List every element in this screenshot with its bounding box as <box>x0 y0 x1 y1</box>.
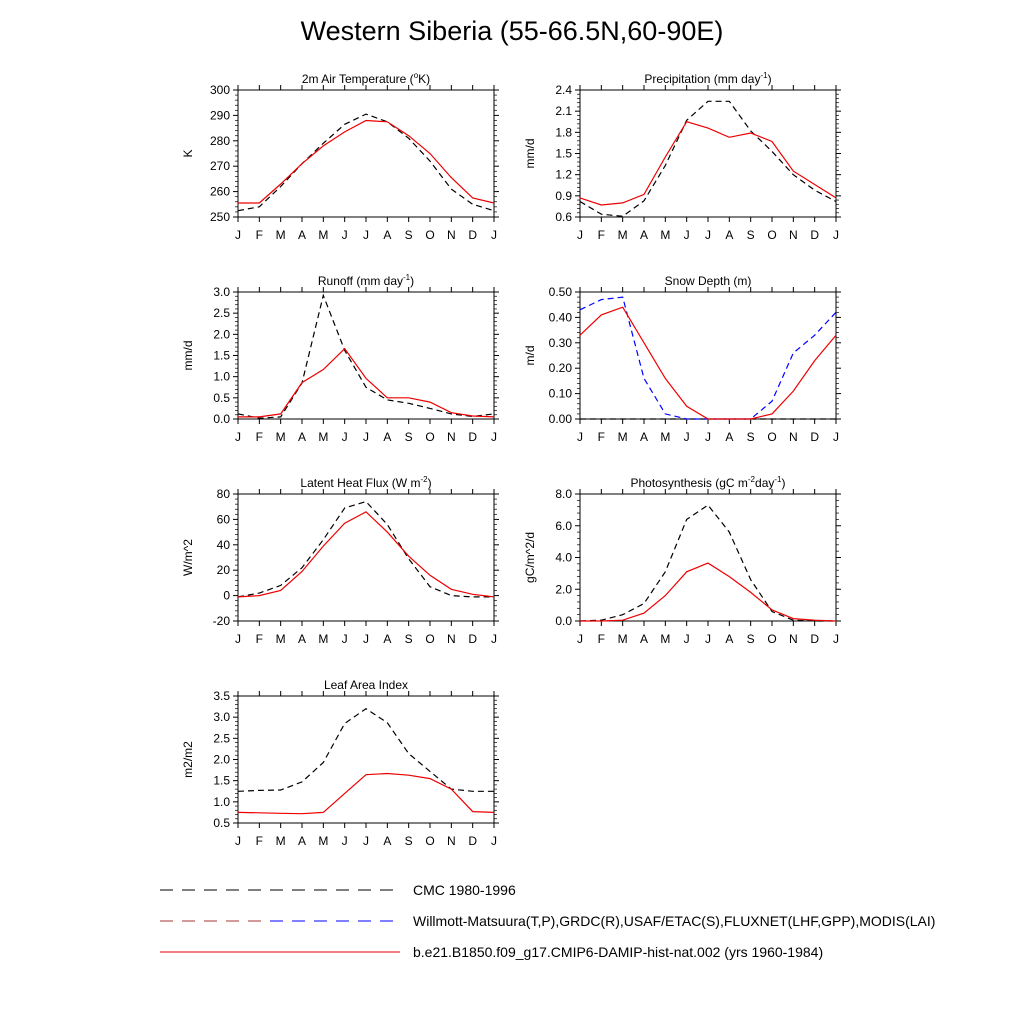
x-tick-label: A <box>383 228 392 242</box>
x-tick-label: J <box>235 430 241 444</box>
x-tick-label: A <box>297 228 307 242</box>
plot-frame <box>580 90 836 217</box>
x-tick-label: J <box>683 430 690 444</box>
x-tick-label: J <box>341 430 348 444</box>
x-tick-label: F <box>255 228 264 242</box>
chart-leaf-area-index <box>180 670 520 860</box>
plot-frame <box>580 292 836 419</box>
x-tick-label: M <box>660 228 671 242</box>
x-tick-label: J <box>705 632 711 646</box>
chart-photosynthesis <box>522 468 862 658</box>
x-tick-label: N <box>446 228 456 242</box>
y-tick-label: -20 <box>212 614 230 628</box>
x-tick-label: A <box>383 430 392 444</box>
series-line <box>238 502 494 597</box>
x-tick-label: A <box>639 632 649 646</box>
plot-frame <box>238 292 494 419</box>
y-tick-label: 0.0 <box>213 412 230 426</box>
y-tick-label: 1.2 <box>555 167 572 182</box>
y-tick-label: 1.8 <box>555 125 572 140</box>
x-tick-label: S <box>746 430 755 444</box>
x-tick-label: M <box>275 430 286 444</box>
chart-title: Leaf Area Index <box>323 678 409 692</box>
plot-frame <box>238 696 494 823</box>
x-tick-label: F <box>255 632 264 646</box>
y-axis-label: m2/m2 <box>181 741 195 778</box>
y-tick-label: 1.0 <box>213 369 230 384</box>
x-tick-label: J <box>235 632 241 646</box>
main-title: Western Siberia (55-66.5N,60-90E) <box>300 16 724 46</box>
x-tick-label: J <box>577 430 583 444</box>
x-tick-label: J <box>833 632 839 646</box>
y-axis-label: K <box>181 149 195 158</box>
y-tick-label: 300 <box>209 83 230 97</box>
x-tick-label: J <box>363 430 369 444</box>
plot-frame <box>580 494 836 621</box>
chart-title: 2m Air Temperature ($^o$K) <box>301 71 431 86</box>
x-tick-label: S <box>746 228 755 242</box>
chart-air-temperature <box>180 64 520 254</box>
legend-item <box>160 882 516 898</box>
x-tick-label: J <box>235 228 241 242</box>
y-tick-label: 0.5 <box>213 816 230 830</box>
y-tick-label: 2.0 <box>213 327 230 342</box>
y-tick-label: 8.0 <box>555 487 572 501</box>
x-tick-label: D <box>468 632 478 646</box>
x-tick-label: A <box>297 632 307 646</box>
x-tick-label: J <box>683 632 690 646</box>
x-tick-label: J <box>363 834 369 848</box>
x-tick-label: F <box>255 834 264 848</box>
y-tick-label: 0.0 <box>555 614 572 628</box>
x-tick-label: O <box>425 834 435 848</box>
x-tick-label: A <box>383 834 392 848</box>
chart-title: Latent Heat Flux (W $m^{-2}$) <box>300 475 432 490</box>
y-tick-label: 0.5 <box>213 390 230 405</box>
x-tick-label: O <box>425 430 435 444</box>
legend-label: b.e21.B1850.f09_g17.CMIP6-DAMIP-hist-nat.002 (yrs 1960-1984) <box>413 944 824 960</box>
y-tick-label: 3.0 <box>213 285 230 299</box>
legend-item <box>160 944 823 960</box>
y-tick-label: 2.4 <box>555 83 572 97</box>
x-tick-label: J <box>491 632 497 646</box>
x-tick-label: S <box>404 632 413 646</box>
y-tick-label: 270 <box>209 159 230 174</box>
y-axis-label: W/m^2 <box>181 539 195 576</box>
y-tick-label: 0.30 <box>548 335 572 350</box>
chart-latent-heat-flux <box>180 468 520 658</box>
x-tick-label: F <box>597 632 606 646</box>
x-tick-label: M <box>318 430 329 444</box>
y-tick-label: 1.5 <box>213 773 230 788</box>
legend-label: Willmott-Matsuura(T,P),GRDC(R),USAF/ETAC(S),FLUXNET(LHF,GPP),MODIS(LAI) <box>413 913 936 929</box>
x-tick-label: M <box>318 834 329 848</box>
chart-runoff <box>180 266 520 456</box>
x-tick-label: N <box>788 632 798 646</box>
x-tick-label: M <box>617 632 628 646</box>
y-tick-label: 60 <box>216 512 230 527</box>
x-tick-label: D <box>468 228 478 242</box>
x-tick-label: M <box>617 228 628 242</box>
x-tick-label: N <box>446 430 456 444</box>
y-tick-label: 250 <box>209 210 230 224</box>
x-tick-label: D <box>468 834 478 848</box>
y-tick-label: 0.6 <box>555 210 572 224</box>
series-line <box>580 297 836 419</box>
series-line <box>580 122 836 205</box>
y-tick-label: 0.20 <box>548 361 572 376</box>
x-tick-label: D <box>468 430 478 444</box>
chart-title: Runoff (mm day$^{-1}$) <box>317 273 415 288</box>
x-tick-label: M <box>275 834 286 848</box>
x-tick-label: J <box>491 228 497 242</box>
x-tick-label: J <box>363 632 369 646</box>
y-tick-label: 0.9 <box>555 188 572 203</box>
y-tick-label: 40 <box>216 537 230 552</box>
series-line <box>238 295 494 418</box>
x-tick-label: F <box>597 430 606 444</box>
y-tick-label: 0 <box>223 588 230 603</box>
x-tick-label: J <box>577 228 583 242</box>
y-axis-label: mm/d <box>181 340 195 371</box>
x-tick-label: D <box>810 228 820 242</box>
y-tick-label: 0.10 <box>548 386 572 401</box>
x-tick-label: F <box>255 430 264 444</box>
chart-title: Photosynthesis (gC $m^{-2}day^{-1}$) <box>630 475 786 490</box>
x-tick-label: A <box>725 228 734 242</box>
y-tick-label: 1.5 <box>555 146 572 161</box>
x-tick-label: J <box>341 834 348 848</box>
x-tick-label: O <box>767 228 777 242</box>
x-tick-label: J <box>341 632 348 646</box>
x-tick-label: O <box>767 430 777 444</box>
x-tick-label: A <box>383 632 392 646</box>
y-tick-label: 6.0 <box>555 518 572 533</box>
x-tick-label: N <box>788 430 798 444</box>
y-tick-label: 290 <box>209 108 230 123</box>
y-tick-label: 2.0 <box>213 752 230 767</box>
x-tick-label: J <box>341 228 348 242</box>
series-line <box>580 563 836 621</box>
x-tick-label: M <box>275 228 286 242</box>
y-tick-label: 260 <box>209 184 230 199</box>
legend-label: CMC 1980-1996 <box>413 882 516 898</box>
x-tick-label: J <box>491 430 497 444</box>
x-tick-label: S <box>404 834 413 848</box>
x-tick-label: N <box>788 228 798 242</box>
y-tick-label: 0.00 <box>548 412 572 426</box>
y-tick-label: 20 <box>216 563 230 578</box>
y-tick-label: 3.5 <box>213 689 230 703</box>
x-tick-label: D <box>810 632 820 646</box>
plot-frame <box>238 494 494 621</box>
x-tick-label: O <box>767 632 777 646</box>
x-tick-label: A <box>725 632 734 646</box>
x-tick-label: J <box>705 430 711 444</box>
x-tick-label: M <box>617 430 628 444</box>
chart-title: Precipitation (mm day$^{-1}$) <box>644 71 772 86</box>
chart-title: Snow Depth (m) <box>664 274 752 288</box>
y-tick-label: 2.1 <box>555 104 572 119</box>
y-tick-label: 0.50 <box>548 285 572 299</box>
x-tick-label: J <box>833 430 839 444</box>
x-tick-label: M <box>318 632 329 646</box>
legend <box>0 870 1024 980</box>
y-tick-label: 1.5 <box>213 348 230 363</box>
chart-precipitation <box>522 64 862 254</box>
x-tick-label: A <box>297 834 307 848</box>
y-tick-label: 3.0 <box>213 710 230 725</box>
y-tick-label: 2.5 <box>213 306 230 321</box>
series-line <box>238 114 494 211</box>
series-line <box>238 709 494 792</box>
series-line <box>238 774 494 814</box>
x-tick-label: A <box>725 430 734 444</box>
x-tick-label: J <box>491 834 497 848</box>
x-tick-label: N <box>446 834 456 848</box>
x-tick-label: J <box>705 228 711 242</box>
legend-item <box>160 913 935 929</box>
chart-snow-depth <box>522 266 862 456</box>
y-axis-label: gC/m^2/d <box>523 532 537 583</box>
y-tick-label: 2.0 <box>555 582 572 597</box>
x-tick-label: O <box>425 632 435 646</box>
x-tick-label: M <box>660 430 671 444</box>
x-tick-label: M <box>275 632 286 646</box>
x-tick-label: J <box>235 834 241 848</box>
x-tick-label: S <box>746 632 755 646</box>
x-tick-label: S <box>404 228 413 242</box>
x-tick-label: J <box>683 228 690 242</box>
x-tick-label: A <box>639 228 649 242</box>
y-tick-label: 280 <box>209 133 230 148</box>
x-tick-label: F <box>597 228 606 242</box>
y-axis-label: m/d <box>523 345 537 366</box>
series-line <box>238 512 494 597</box>
x-tick-label: A <box>639 430 649 444</box>
y-tick-label: 1.0 <box>213 794 230 809</box>
x-tick-label: O <box>425 228 435 242</box>
x-tick-label: M <box>660 632 671 646</box>
x-tick-label: J <box>577 632 583 646</box>
x-tick-label: J <box>363 228 369 242</box>
y-tick-label: 80 <box>216 487 230 501</box>
series-line <box>238 349 494 417</box>
plot-frame <box>238 90 494 217</box>
y-tick-label: 0.40 <box>548 310 572 325</box>
y-tick-label: 4.0 <box>555 550 572 565</box>
x-tick-label: N <box>446 632 456 646</box>
series-line <box>580 307 836 419</box>
x-tick-label: S <box>404 430 413 444</box>
x-tick-label: D <box>810 430 820 444</box>
y-tick-label: 2.5 <box>213 731 230 746</box>
x-tick-label: J <box>833 228 839 242</box>
x-tick-label: A <box>297 430 307 444</box>
x-tick-label: M <box>318 228 329 242</box>
series-line <box>580 101 836 216</box>
y-axis-label: mm/d <box>523 138 537 169</box>
